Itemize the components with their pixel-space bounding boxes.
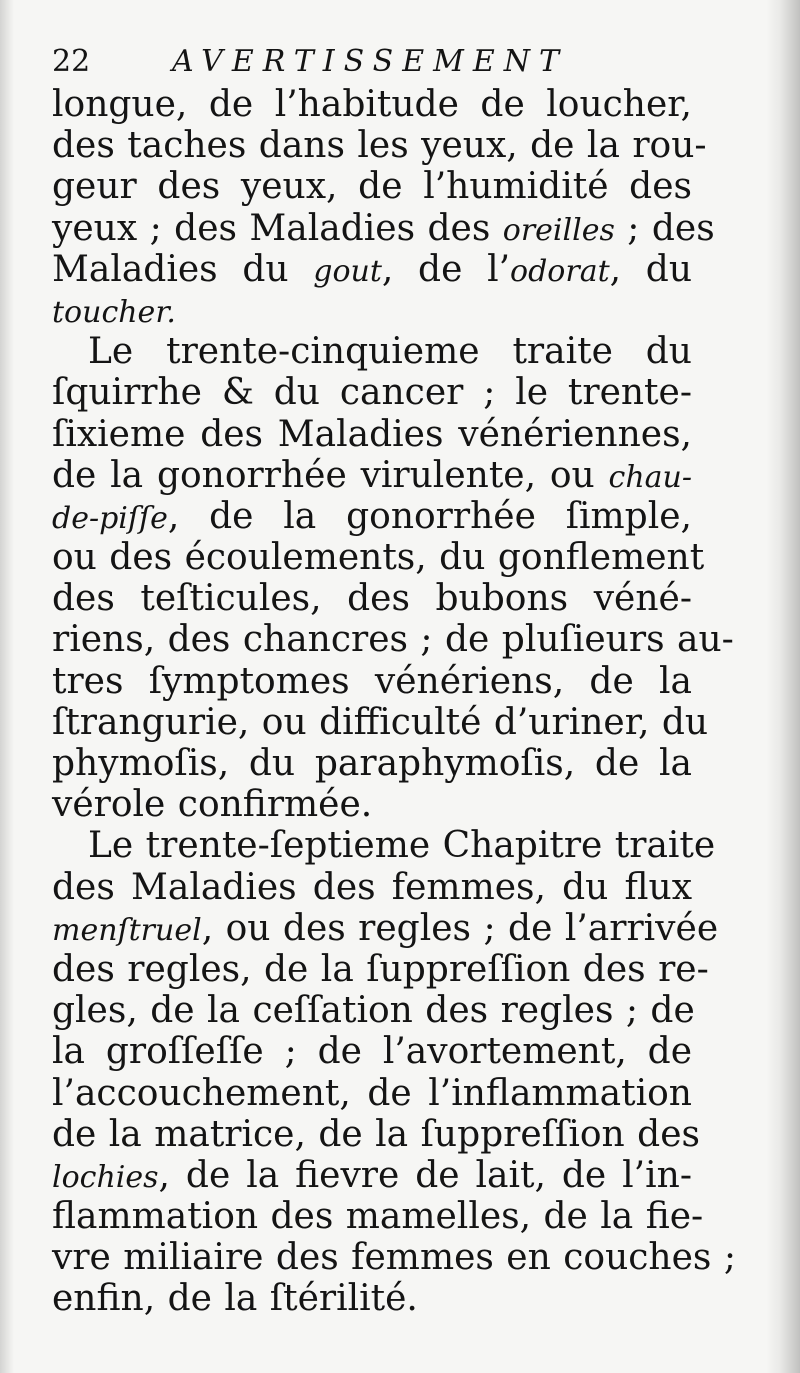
text-line [52, 1237, 736, 1279]
text-line [52, 578, 692, 619]
text-segment: des regles, de la ſuppreſſion des re- [52, 948, 709, 990]
text-segment: de la matrice, de la ſuppreſſion des [52, 1113, 700, 1155]
text-line [52, 661, 692, 702]
text-segment: vre miliaire des femmes en couches ; [52, 1237, 736, 1279]
text-segment: ſixieme des Maladies vénériennes, [52, 413, 692, 455]
text-line [52, 455, 692, 496]
text-segment: gles, de la ceſſation des regles ; de [52, 990, 695, 1032]
text-line [52, 1155, 692, 1196]
text-line [52, 207, 715, 249]
italic-text: gout [313, 253, 382, 289]
text-line [52, 414, 692, 455]
text-segment: des teſticules, des bubons véné- [52, 578, 692, 620]
text-segment: des Maladies des femmes, du flux [52, 866, 692, 908]
italic-text: chau- [608, 459, 692, 495]
text-segment: , du [609, 248, 692, 290]
text-segment: geur des yeux, de l’humidité des [52, 166, 692, 208]
text-segment: riens, des chancres ; de pluſieurs au- [52, 619, 734, 661]
text-segment: vérole confirmée. [52, 784, 373, 826]
text-segment: yeux ; des Maladies des [52, 207, 503, 249]
text-line [52, 743, 692, 784]
text-line [52, 784, 692, 825]
text-segment: ſquirrhe & du cancer ; le trente- [52, 372, 692, 414]
text-segment: tres ſymptomes vénériens, de la [52, 660, 692, 702]
text-line [52, 619, 734, 661]
text-segment: enfin, de la ſtérilité. [52, 1278, 418, 1320]
running-title: AVERTISSEMENT [172, 44, 569, 79]
text-segment: Le trente-ſeptieme Chapitre traite [88, 825, 716, 867]
text-segment: de la gonorrhée virulente, ou [52, 454, 609, 496]
text-line [52, 1031, 692, 1072]
italic-text: menſtruel [52, 912, 202, 948]
italic-text: de-piſſe [52, 500, 168, 536]
text-segment: l’accouchement, de l’inflammation [52, 1072, 692, 1114]
text-line [52, 372, 692, 413]
text-line [52, 496, 692, 537]
text-segment: Maladies du [52, 248, 314, 290]
text-segment: Le trente-cinquieme traite du [88, 331, 692, 373]
text-line [52, 331, 692, 372]
text-line [52, 166, 692, 207]
page-gutter-shadow [0, 0, 14, 1373]
italic-text: oreilles [502, 212, 615, 248]
text-segment: la groſſeſſe ; de l’avortement, de [52, 1031, 692, 1073]
text-segment: phymoſis, du paraphymoſis, de la [52, 743, 692, 784]
text-line [52, 1196, 704, 1238]
text-line [52, 1113, 700, 1155]
text-line [52, 249, 692, 290]
text-line [52, 907, 719, 949]
text-segment: , ou des regles ; de l’arrivée [201, 907, 719, 949]
body-text [52, 84, 736, 1320]
text-line [52, 537, 705, 579]
text-segment: des taches dans les yeux, de la rou- [52, 125, 707, 167]
text-segment: , de la fievre de lait, de l’in- [158, 1154, 692, 1196]
text-line [52, 84, 692, 125]
text-segment: flammation des mamelles, de la fie- [52, 1196, 704, 1238]
text-line [52, 701, 709, 743]
page-text-block [52, 40, 736, 1320]
text-line [52, 290, 692, 331]
text-line [52, 1278, 692, 1319]
text-segment: , de l’ [381, 248, 511, 290]
paragraph [52, 331, 734, 826]
text-line [52, 125, 707, 167]
paragraph [52, 84, 715, 331]
page-edge-shadow [766, 0, 800, 1373]
text-line [52, 867, 692, 908]
text-line [52, 948, 709, 990]
page-header [52, 40, 692, 84]
italic-text: odorat [510, 253, 610, 289]
text-segment: longue, de l’habitude de loucher, [52, 84, 692, 125]
page-number: 22 [52, 44, 91, 79]
text-segment: , de la gonorrhée ſimple, [167, 495, 692, 537]
italic-text: lochies [52, 1159, 159, 1195]
italic-text: toucher. [52, 294, 176, 330]
text-line [52, 825, 716, 867]
text-segment: ou des écoulements, du gonflement [52, 537, 705, 579]
text-segment: ; des [614, 207, 715, 249]
text-line [52, 990, 695, 1032]
text-segment: ſtrangurie, ou difficulté d’uriner, du [52, 701, 709, 743]
paragraph [52, 825, 736, 1320]
text-line [52, 1073, 692, 1114]
